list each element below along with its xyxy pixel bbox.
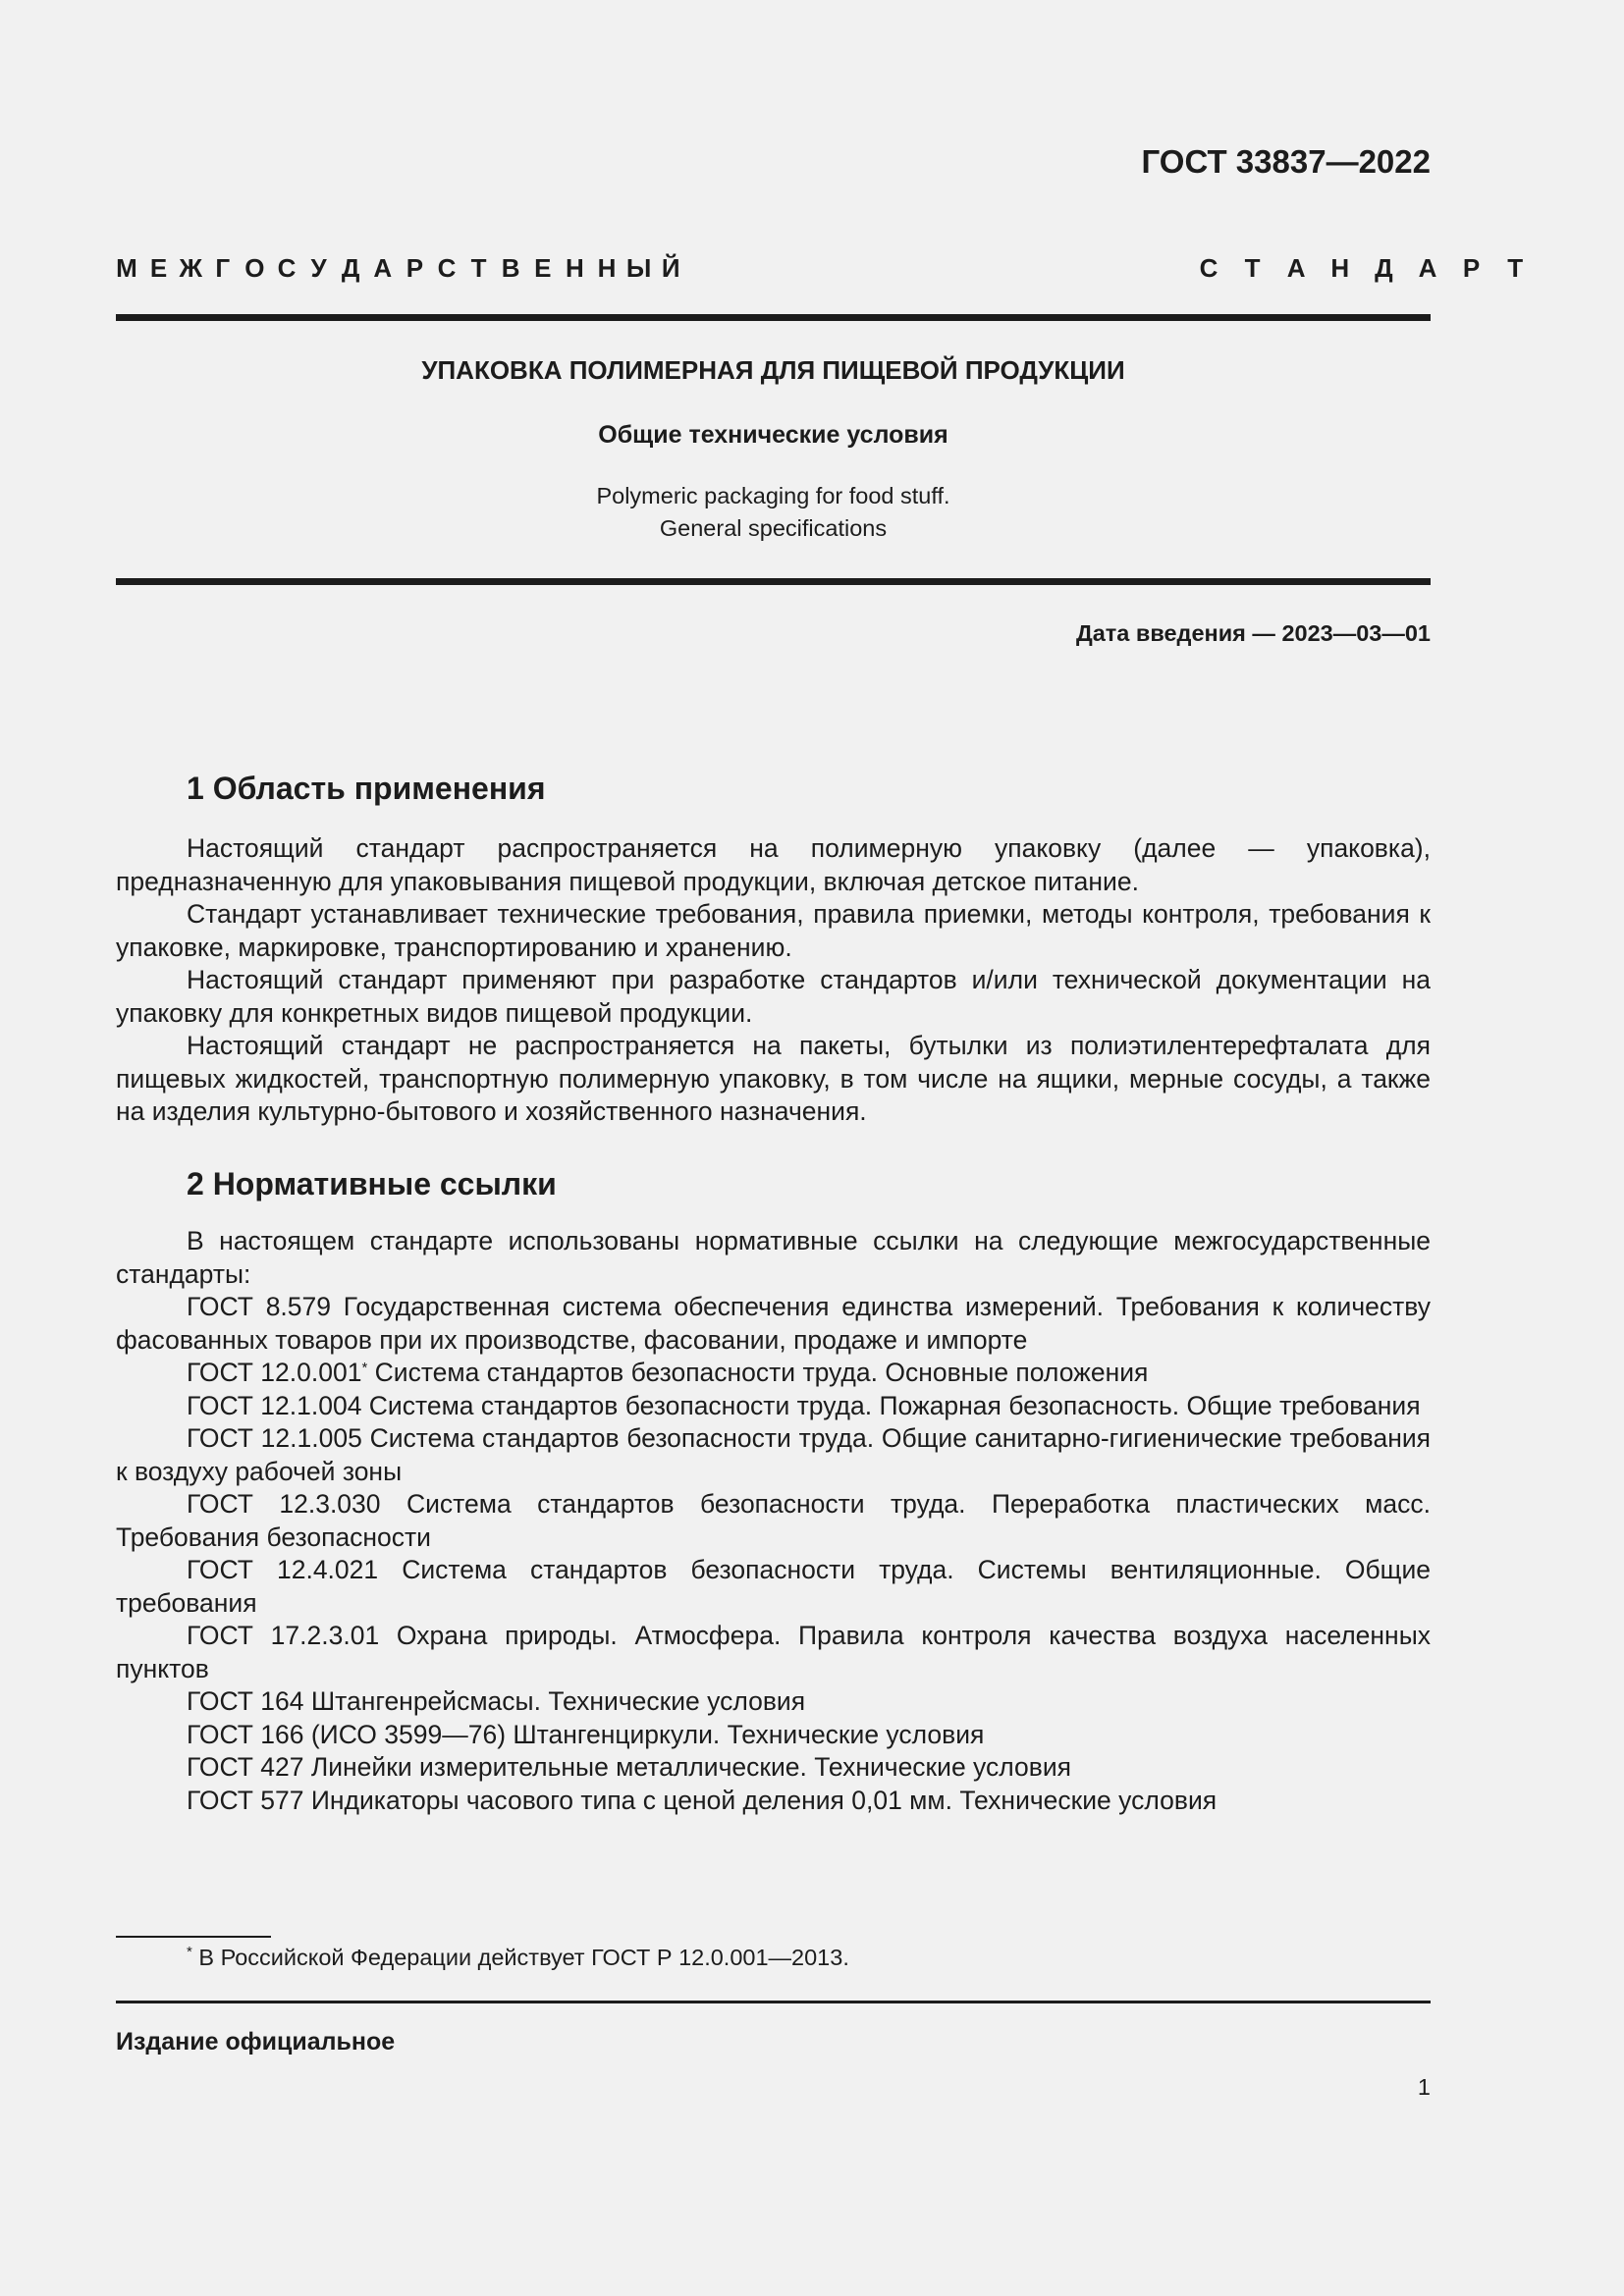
standard-type-banner	[116, 251, 1524, 285]
edition-label: Издание официальное	[116, 2028, 396, 2056]
banner-letter: Н	[566, 253, 584, 283]
document-code: ГОСТ 33837—2022	[1141, 143, 1431, 180]
footnote-text: В Российской Федерации действует ГОСТ Р 12.0.001—2013.	[191, 1945, 849, 1970]
reference-item: ГОСТ 164 Штангенрейсмасы. Технические условия	[187, 1686, 806, 1716]
banner-letter: Т	[1507, 253, 1524, 283]
banner-letter: Й	[661, 253, 680, 283]
section-2-body	[116, 1225, 1431, 1817]
banner-letter: М	[116, 253, 137, 283]
banner-letter: Ж	[179, 253, 202, 283]
banner-letter: А	[1418, 253, 1437, 283]
banner-letter: А	[1286, 253, 1306, 283]
banner-letter: Д	[341, 253, 360, 283]
page-number: 1	[1417, 2074, 1431, 2100]
banner-letter: Р	[406, 253, 424, 283]
banner-letter: В	[501, 253, 520, 283]
banner-letter: Е	[149, 253, 168, 283]
reference-item: ГОСТ 577 Индикаторы часового типа с ценой деления 0,01 мм. Технические условия	[187, 1785, 1218, 1815]
banner-letter: Г	[215, 253, 231, 283]
reference-item: ГОСТ 12.1.004 Система стандартов безопасности труда. Пожарная безопасность. Общие требования	[187, 1390, 1421, 1420]
section-1-heading: 1 Область применения	[187, 771, 546, 806]
section-1-paragraph: Стандарт устанавливает технические требования, правила приемки, методы контроля, требования к упаковке, маркировке, транспортированию и хранению.	[116, 899, 1431, 962]
reference-item: ГОСТ 166 (ИСО 3599—76) Штангенциркули. Технические условия	[187, 1719, 985, 1749]
footer-divider	[116, 2001, 1431, 2003]
banner-letter: С	[437, 253, 457, 283]
banner-letter: У	[310, 253, 327, 283]
reference-item: ГОСТ 17.2.3.01 Охрана природы. Атмосфера. Правила контроля качества воздуха населенных пунктов	[116, 1621, 1431, 1683]
english-title-line-2: General specifications	[659, 515, 888, 541]
banner-letter: Д	[1375, 253, 1393, 283]
section-1-paragraph: Настоящий стандарт не распространяется на пакеты, бутылки из полиэтилентерефталата для пищевых жидкостей, транспортную полимерную упаковку, в том числе на ящики, мерные сосуды, а также на изделия культурно-бытового и хозяйственного назначения.	[116, 1031, 1431, 1126]
reference-item: ГОСТ 12.4.021 Система стандартов безопасности труда. Системы вентиляционные. Общие требования	[116, 1555, 1431, 1618]
reference-item: ГОСТ 12.3.030 Система стандартов безопасности труда. Переработка пластических масс. Требования безопасности	[116, 1489, 1431, 1552]
banner-letter: Т	[1244, 253, 1261, 283]
banner-letter: Т	[470, 253, 487, 283]
top-divider	[116, 314, 1431, 321]
footnote-mark: *	[187, 1944, 192, 1960]
english-title-line-1: Polymeric packaging for food stuff.	[596, 483, 950, 508]
section-2-intro: В настоящем стандарте использованы нормативные ссылки на следующие межгосударственные стандарты:	[116, 1226, 1431, 1289]
reference-item: ГОСТ 8.579 Государственная система обеспечения единства измерений. Требования к количеству фасованных товаров при их производстве, фасовании, продаже и импорте	[116, 1292, 1431, 1355]
banner-letter: Ы	[625, 253, 652, 283]
reference-code: ГОСТ 12.0.001	[187, 1358, 362, 1387]
banner-letter: Р	[1462, 253, 1481, 283]
footnote	[187, 1943, 849, 1972]
reference-item: ГОСТ 427 Линейки измерительные металлические. Технические условия	[187, 1752, 1071, 1782]
reference-title: Система стандартов безопасности труда. Основные положения	[367, 1358, 1149, 1387]
reference-item: ГОСТ 12.1.005 Система стандартов безопасности труда. Общие санитарно-гигиенические требования к воздуху рабочей зоны	[116, 1423, 1431, 1486]
footnote-separator	[116, 1936, 271, 1938]
banner-letter: Н	[597, 253, 617, 283]
document-title: УПАКОВКА ПОЛИМЕРНАЯ ДЛЯ ПИЩЕВОЙ ПРОДУКЦИИ	[421, 355, 1125, 385]
section-1-body	[116, 832, 1431, 1129]
banner-letter: Е	[534, 253, 552, 283]
banner-letter: С	[277, 253, 297, 283]
banner-letter: О	[244, 253, 265, 283]
section-1-paragraph: Настоящий стандарт распространяется на полимерную упаковку (далее — упаковка), предназначенную для упаковывания пищевой продукции, включая детское питание.	[116, 833, 1431, 896]
banner-letter: А	[373, 253, 393, 283]
footnote-marker[interactable]: *	[361, 1360, 368, 1376]
english-title	[116, 480, 1431, 545]
introduction-date: Дата введения — 2023—03—01	[1075, 620, 1431, 646]
title-divider	[116, 578, 1431, 585]
banner-letter: С	[1199, 253, 1218, 283]
reference-item	[116, 1357, 1431, 1390]
section-1-paragraph: Настоящий стандарт применяют при разработке стандартов и/или технической документации на упаковку для конкретных видов пищевой продукции.	[116, 965, 1431, 1028]
section-2-heading: 2 Нормативные ссылки	[187, 1166, 557, 1201]
document-subtitle: Общие технические условия	[598, 421, 948, 449]
banner-letter: Н	[1330, 253, 1350, 283]
